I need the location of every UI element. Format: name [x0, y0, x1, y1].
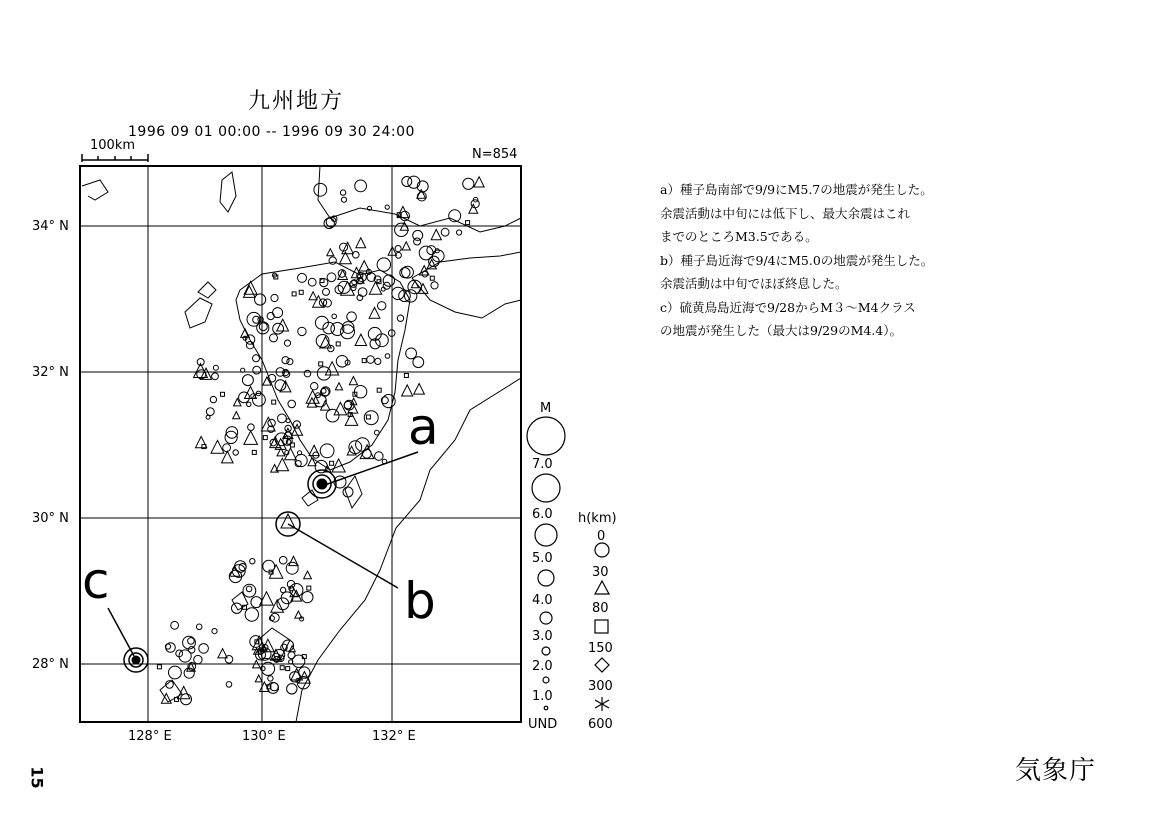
note-line: までのところM3.5である。 — [660, 229, 818, 244]
event-circle — [323, 299, 331, 307]
event-circle — [383, 275, 394, 286]
event-circle — [275, 380, 286, 391]
event-triangle — [308, 458, 316, 466]
event-circle — [223, 444, 231, 452]
event-circle — [377, 258, 390, 271]
event-circle — [413, 230, 423, 240]
mag-label-7: 7.0 — [532, 457, 553, 472]
event-circle — [311, 383, 318, 390]
event-circle — [316, 335, 329, 348]
mag-label-5: 5.0 — [532, 551, 553, 566]
event-square — [252, 450, 256, 454]
event-circle — [287, 684, 297, 694]
event-circle — [314, 183, 327, 196]
event-circle — [212, 373, 219, 380]
event-square — [330, 461, 334, 465]
event-square — [319, 362, 323, 366]
event-triangle — [306, 390, 319, 403]
event-circle — [413, 357, 424, 368]
agency-name: 気象庁 — [1014, 756, 1096, 786]
event-circle — [298, 273, 307, 282]
event-circle — [169, 666, 182, 679]
note-line: c）硫黄鳥島近海で9/28からM３～M4クラス — [660, 299, 916, 315]
lat-axis — [32, 219, 69, 672]
event-circle — [288, 652, 295, 659]
depth-label-0: 0 — [597, 529, 606, 544]
event-circle — [196, 624, 202, 630]
event-circle — [353, 252, 360, 259]
event-triangle — [255, 675, 262, 682]
event-circle — [171, 621, 179, 629]
depth-asterisk-icon — [595, 697, 609, 711]
event-count: N=854 — [472, 147, 518, 162]
note-line: a）種子島南部で9/9にM5.7の地震が発生した。 — [660, 182, 933, 197]
event-circle — [286, 419, 290, 423]
event-triangle — [309, 292, 317, 300]
event-square — [307, 586, 311, 590]
mag-label-4: 4.0 — [532, 593, 553, 608]
depth-label-30: 30 — [592, 565, 609, 580]
event-circle — [395, 246, 401, 252]
event-circle — [242, 375, 253, 386]
event-square — [430, 276, 434, 280]
lat-label-34: 34° N — [32, 219, 69, 234]
event-circle — [253, 355, 260, 362]
event-circle — [326, 409, 339, 422]
event-circle — [188, 647, 195, 654]
mag-label-1: 1.0 — [532, 689, 553, 704]
mag-label-6: 6.0 — [532, 507, 553, 522]
event-circle — [188, 638, 195, 645]
event-circle — [402, 177, 412, 187]
event-circle — [199, 644, 209, 654]
event-circle — [336, 356, 348, 368]
event-triangle — [309, 445, 319, 455]
event-circle — [259, 323, 267, 331]
event-notes — [660, 178, 933, 343]
period-label: 1996 09 01 00:00 -- 1996 09 30 24:00 — [128, 124, 415, 140]
depth-label-600: 600 — [588, 717, 613, 732]
event-circle — [304, 370, 311, 377]
depth-legend — [578, 511, 617, 732]
event-triangle — [295, 611, 302, 618]
event-c-cluster — [124, 648, 148, 672]
event-circle — [271, 294, 278, 301]
event-circle — [253, 366, 261, 374]
event-circle — [392, 287, 404, 299]
event-circle — [427, 246, 436, 255]
lat-label-28: 28° N — [32, 657, 69, 672]
event-triangle — [196, 437, 207, 448]
event-circle — [340, 190, 345, 195]
event-circle — [457, 230, 462, 235]
event-triangle — [469, 204, 478, 213]
graticule — [80, 166, 521, 722]
lon-axis — [128, 729, 416, 744]
event-circle — [213, 365, 218, 370]
note-line: の地震が発生した（最大は9/29のM4.4）。 — [660, 323, 902, 338]
scale-bar — [82, 154, 148, 162]
event-triangle — [355, 334, 367, 345]
event-circle — [226, 682, 232, 688]
event-circle — [268, 676, 273, 681]
event-circle — [323, 288, 330, 295]
event-circle — [385, 205, 389, 209]
magnitude-legend-header: M — [540, 401, 552, 416]
event-circle — [441, 228, 449, 236]
magnitude-legend — [527, 401, 565, 732]
event-circle — [320, 444, 334, 458]
event-square — [366, 415, 370, 419]
event-square — [404, 374, 408, 378]
lon-label-128: 128° E — [128, 729, 172, 744]
event-circle — [422, 271, 428, 277]
event-square — [466, 221, 470, 225]
event-square — [272, 400, 276, 404]
scale-bar-label: 100km — [90, 138, 136, 153]
event-circle — [378, 302, 386, 310]
event-circle — [302, 592, 313, 603]
event-circle — [431, 282, 438, 289]
event-circle — [288, 400, 296, 408]
event-square — [263, 436, 267, 440]
event-circle — [246, 586, 252, 592]
depth-circle-icon — [595, 543, 609, 557]
event-circle — [471, 200, 479, 208]
event-square — [377, 388, 381, 392]
event-triangle — [313, 296, 325, 308]
event-square — [336, 342, 340, 346]
event-triangle — [335, 383, 342, 390]
event-circle — [255, 294, 266, 305]
event-circle — [375, 452, 384, 461]
event-triangle — [211, 440, 224, 453]
event-circle — [374, 430, 379, 435]
event-circle — [347, 312, 357, 322]
depth-square-icon — [595, 620, 608, 633]
event-square — [299, 290, 303, 294]
event-circle — [278, 414, 287, 423]
event-square — [286, 667, 290, 671]
depth-label-300: 300 — [588, 679, 613, 694]
event-square — [280, 666, 284, 670]
depth-triangle-icon — [595, 581, 609, 594]
event-circle — [385, 354, 390, 359]
event-circle — [248, 424, 255, 431]
event-triangle — [402, 242, 410, 250]
event-triangle — [321, 401, 330, 410]
event-circle — [250, 559, 255, 564]
event-triangle — [474, 177, 484, 187]
event-triangle — [178, 686, 190, 698]
event-square — [362, 359, 366, 363]
lat-label-32: 32° N — [32, 365, 69, 380]
note-line: 余震活動は中旬でほぼ終息した。 — [660, 276, 848, 291]
event-circle — [327, 273, 336, 282]
event-circle — [210, 396, 216, 402]
event-square — [292, 292, 296, 296]
event-triangle — [244, 431, 258, 445]
mag-label-und: UND — [528, 717, 558, 732]
event-circle — [251, 597, 262, 608]
event-circle — [367, 356, 375, 364]
map-title: 九州地方 — [248, 89, 345, 114]
lon-label-130: 130° E — [242, 729, 286, 744]
event-circle — [247, 402, 251, 406]
event-circle — [298, 327, 306, 335]
event-triangle — [431, 229, 441, 239]
event-circle — [267, 313, 274, 320]
event-triangle — [233, 412, 240, 419]
event-circle — [284, 340, 290, 346]
depth-legend-header: h(km) — [578, 511, 617, 526]
event-circle — [332, 314, 337, 319]
event-circle — [463, 178, 474, 189]
depth-label-80: 80 — [592, 601, 609, 616]
event-triangle — [402, 385, 413, 396]
map-frame — [80, 166, 521, 722]
lon-label-132: 132° E — [372, 729, 416, 744]
event-circle — [239, 392, 250, 403]
event-circle — [286, 562, 298, 574]
event-circle — [194, 655, 202, 663]
note-line: b）種子島近海で9/4にM5.0の地震が発生した。 — [660, 252, 934, 268]
event-circle — [308, 278, 316, 286]
event-square — [157, 665, 161, 669]
event-triangle — [349, 377, 357, 385]
marker-leaders — [108, 452, 418, 656]
event-circle — [245, 608, 258, 621]
marker-c: c — [82, 552, 110, 610]
event-circle — [279, 556, 287, 564]
lat-label-30: 30° N — [32, 511, 69, 526]
event-circle — [235, 561, 247, 573]
event-circle — [270, 334, 278, 342]
event-triangle — [356, 238, 366, 248]
event-circle — [355, 180, 367, 192]
event-circle — [287, 359, 293, 365]
event-circle — [247, 312, 261, 326]
event-circle — [206, 408, 214, 416]
event-triangle — [304, 571, 312, 579]
event-triangle — [234, 399, 241, 406]
event-circle — [329, 257, 336, 264]
event-circle — [397, 315, 403, 321]
page-number: 15 — [27, 766, 47, 789]
event-circle — [351, 285, 356, 290]
event-circle — [335, 286, 343, 294]
marker-a: a — [408, 398, 439, 456]
event-circle — [375, 358, 381, 364]
event-triangle — [414, 384, 425, 395]
depth-diamond-icon — [595, 658, 609, 672]
event-circle — [225, 656, 233, 664]
mag-label-3: 3.0 — [532, 629, 553, 644]
note-line: 余震活動は中旬には低下し、最大余震はこれ — [660, 205, 911, 221]
event-circle — [406, 348, 417, 359]
marker-b: b — [404, 572, 436, 630]
event-circle — [408, 176, 420, 188]
event-circle — [341, 197, 346, 202]
event-circle — [282, 357, 289, 364]
event-circle — [419, 246, 433, 260]
event-circle — [212, 629, 217, 634]
event-circle — [250, 636, 262, 648]
event-circle — [280, 587, 285, 592]
event-square — [221, 392, 225, 396]
event-triangle — [327, 249, 334, 256]
event-circle — [233, 450, 238, 455]
mag-label-2: 2.0 — [532, 659, 553, 674]
depth-label-150: 150 — [588, 641, 613, 656]
